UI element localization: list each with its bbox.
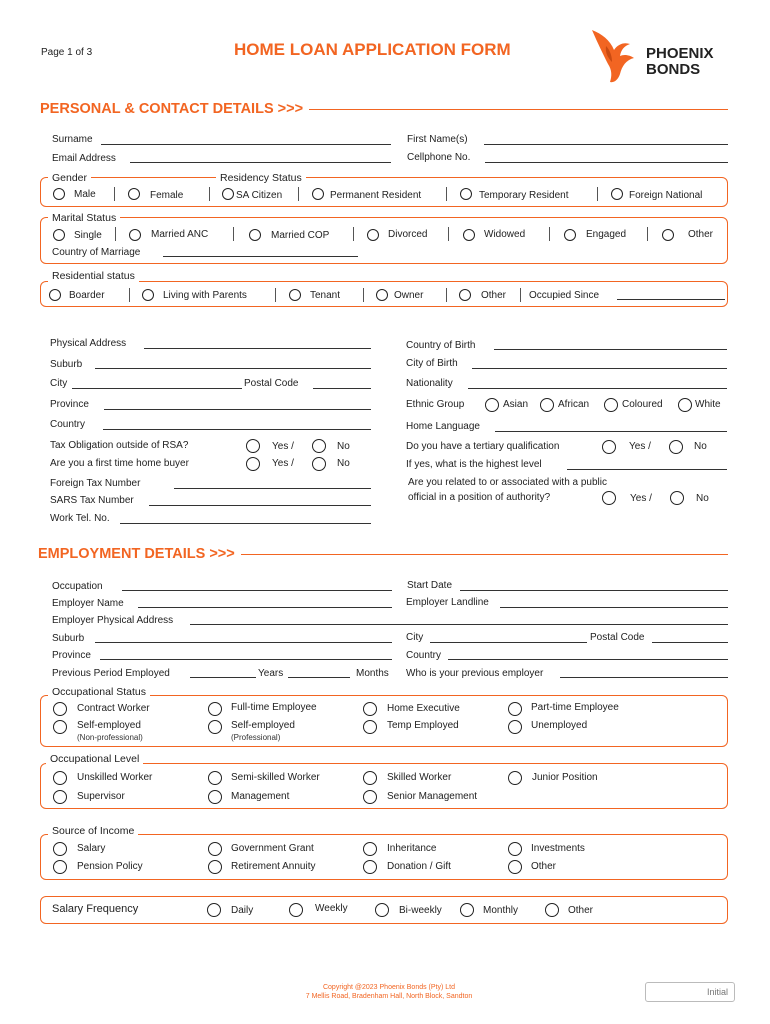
employer-landline-label: Employer Landline — [406, 597, 489, 608]
tax-yes-radio[interactable] — [246, 439, 260, 453]
home-language-field[interactable] — [495, 431, 727, 432]
marital-cop-label: Married COP — [271, 230, 330, 241]
tax-obligation-label: Tax Obligation outside of RSA? — [50, 440, 189, 451]
page-indicator: Page 1 of 3 — [41, 47, 93, 58]
suburb-label: Suburb — [50, 359, 83, 370]
freq-weekly-radio[interactable] — [289, 903, 303, 917]
emp-suburb-label: Suburb — [52, 633, 85, 644]
residency-permanent-label: Permanent Resident — [330, 190, 422, 201]
tax-yes-label: Yes / — [272, 441, 294, 452]
marital-other-label: Other — [688, 229, 714, 240]
divider — [549, 227, 550, 241]
occ-home-exec-label: Home Executive — [387, 703, 460, 714]
country-label: Country — [50, 419, 86, 430]
income-investments-label: Investments — [531, 843, 585, 854]
marital-anc-radio[interactable] — [129, 229, 141, 241]
level-semiskilled-radio[interactable] — [208, 771, 222, 785]
residential-owner-label: Owner — [394, 290, 424, 301]
sars-tax-field[interactable] — [149, 505, 371, 506]
income-pension-radio[interactable] — [53, 860, 67, 874]
home-language-label: Home Language — [406, 421, 480, 432]
emp-city-field[interactable] — [430, 642, 587, 643]
section-title-personal: PERSONAL & CONTACT DETAILS >>> — [40, 101, 309, 117]
level-junior-label: Junior Position — [532, 772, 598, 783]
ethnic-group-label: Ethnic Group — [406, 399, 465, 410]
occ-fulltime-radio[interactable] — [208, 702, 222, 716]
freq-daily-label: Daily — [231, 905, 254, 916]
tertiary-label: Do you have a tertiary qualification — [406, 441, 560, 452]
residential-other-label: Other — [481, 290, 507, 301]
divider — [520, 288, 521, 302]
income-other-radio[interactable] — [508, 860, 522, 874]
footer-copyright: Copyright @2023 Phoenix Bonds (Pty) Ltd — [322, 984, 455, 991]
official-yes-label: Yes / — [630, 493, 652, 504]
city-of-birth-field[interactable] — [472, 368, 727, 369]
cellphone-field[interactable] — [485, 162, 728, 163]
tax-no-label: No — [337, 441, 350, 452]
occ-self-pro-radio[interactable] — [208, 720, 222, 734]
employer-name-label: Employer Name — [52, 598, 124, 609]
occ-unemployed-label: Unemployed — [531, 720, 588, 731]
tertiary-no-radio[interactable] — [669, 440, 683, 454]
marital-divorced-radio[interactable] — [367, 229, 379, 241]
ethnic-asian-label: Asian — [503, 399, 529, 410]
occ-level-title: Occupational Level — [46, 753, 143, 765]
emp-country-label: Country — [406, 650, 442, 661]
highest-level-label: If yes, what is the highest level — [406, 459, 542, 470]
tertiary-yes-label: Yes / — [629, 441, 651, 452]
income-pension-label: Pension Policy — [77, 861, 143, 872]
divider — [446, 288, 447, 302]
residency-permanent-radio[interactable] — [312, 188, 324, 200]
nationality-field[interactable] — [468, 388, 727, 389]
income-salary-radio[interactable] — [53, 842, 67, 856]
physical-address-field[interactable] — [144, 348, 371, 349]
ethnic-african-radio[interactable] — [540, 398, 554, 412]
freq-daily-radio[interactable] — [207, 903, 221, 917]
level-supervisor-label: Supervisor — [77, 791, 125, 802]
income-investments-radio[interactable] — [508, 842, 522, 856]
work-tel-label: Work Tel. No. — [50, 513, 110, 524]
first-time-buyer-label: Are you a first time home buyer — [50, 458, 189, 469]
divider — [647, 227, 648, 241]
divider — [353, 227, 354, 241]
income-donation-label: Donation / Gift — [387, 861, 451, 872]
city-label: City — [50, 378, 68, 389]
income-inheritance-radio[interactable] — [363, 842, 377, 856]
email-label: Email Address — [52, 153, 116, 164]
freq-monthly-label: Monthly — [483, 905, 519, 916]
occ-contract-radio[interactable] — [53, 702, 67, 716]
country-of-marriage-label: Country of Marriage — [52, 247, 141, 258]
footer-address: 7 Mellis Road, Bradenham Hall, North Block, Sandton — [305, 993, 473, 1000]
phoenix-bird-icon — [588, 26, 648, 84]
email-field[interactable] — [130, 162, 391, 163]
first-names-label: First Name(s) — [407, 134, 468, 145]
occ-temp-radio[interactable] — [363, 720, 377, 734]
start-date-label: Start Date — [407, 580, 453, 591]
country-field[interactable] — [103, 429, 371, 430]
residential-owner-radio[interactable] — [376, 289, 388, 301]
buyer-no-label: No — [337, 458, 350, 469]
marital-engaged-radio[interactable] — [564, 229, 576, 241]
level-semiskilled-label: Semi-skilled Worker — [231, 772, 320, 783]
ethnic-white-label: White — [695, 399, 721, 410]
level-unskilled-radio[interactable] — [53, 771, 67, 785]
income-box — [40, 834, 728, 880]
income-other-label: Other — [531, 861, 557, 872]
level-skilled-radio[interactable] — [363, 771, 377, 785]
employer-name-field[interactable] — [138, 607, 392, 608]
freq-biweekly-radio[interactable] — [375, 903, 389, 917]
marital-widowed-label: Widowed — [484, 229, 526, 240]
occupied-since-label: Occupied Since — [529, 290, 600, 301]
first-names-field[interactable] — [484, 144, 728, 145]
employer-address-label: Employer Physical Address — [52, 615, 174, 626]
employer-landline-field[interactable] — [500, 607, 728, 608]
divider — [115, 227, 116, 241]
occ-self-pro-sub: (Professional) — [231, 733, 281, 742]
residency-foreign-radio[interactable] — [611, 188, 623, 200]
divider — [233, 227, 234, 241]
years-field[interactable] — [190, 677, 256, 678]
income-donation-radio[interactable] — [363, 860, 377, 874]
income-annuity-radio[interactable] — [208, 860, 222, 874]
occ-unemployed-radio[interactable] — [508, 720, 522, 734]
gender-title: Gender — [48, 172, 91, 184]
official-no-label: No — [696, 493, 709, 504]
residency-temporary-radio[interactable] — [460, 188, 472, 200]
initial-input[interactable] — [645, 982, 735, 1002]
buyer-no-radio[interactable] — [312, 457, 326, 471]
divider — [298, 187, 299, 201]
freq-other-label: Other — [568, 905, 594, 916]
suburb-field[interactable] — [95, 368, 371, 369]
freq-biweekly-label: Bi-weekly — [399, 905, 442, 916]
income-grant-radio[interactable] — [208, 842, 222, 856]
public-official-label-2: official in a position of authority? — [408, 492, 551, 503]
occ-home-exec-radio[interactable] — [363, 702, 377, 716]
start-date-field[interactable] — [460, 590, 728, 591]
gender-female-radio[interactable] — [128, 188, 140, 200]
income-annuity-label: Retirement Annuity — [231, 861, 316, 872]
divider — [448, 227, 449, 241]
residency-temporary-label: Temporary Resident — [479, 190, 569, 201]
province-field[interactable] — [104, 409, 371, 410]
freq-weekly-label: Weekly — [315, 903, 348, 914]
ethnic-african-label: African — [558, 399, 590, 410]
residential-parents-label: Living with Parents — [163, 290, 247, 301]
residency-title: Residency Status — [216, 172, 306, 184]
emp-postal-code-field[interactable] — [652, 642, 728, 643]
residential-boarder-radio[interactable] — [49, 289, 61, 301]
marital-cop-radio[interactable] — [249, 229, 261, 241]
marital-box — [40, 217, 728, 264]
marital-single-radio[interactable] — [53, 229, 65, 241]
divider — [209, 187, 210, 201]
freq-other-radio[interactable] — [545, 903, 559, 917]
freq-monthly-radio[interactable] — [460, 903, 474, 917]
residential-title: Residential status — [48, 270, 139, 282]
residency-foreign-label: Foreign National — [629, 190, 703, 201]
level-management-radio[interactable] — [208, 790, 222, 804]
residential-tenant-label: Tenant — [310, 290, 341, 301]
occupied-since-field[interactable] — [617, 299, 725, 300]
form-title: HOME LOAN APPLICATION FORM — [234, 40, 511, 59]
physical-address-label: Physical Address — [50, 338, 127, 349]
marital-title: Marital Status — [48, 212, 120, 224]
previous-employer-field[interactable] — [560, 677, 728, 678]
employer-address-field[interactable] — [190, 624, 728, 625]
occ-fulltime-label: Full-time Employee — [231, 702, 317, 713]
emp-city-label: City — [406, 632, 424, 643]
city-of-birth-label: City of Birth — [406, 358, 458, 369]
marital-anc-label: Married ANC — [151, 229, 209, 240]
months-label: Months — [356, 668, 389, 679]
income-title: Source of Income — [48, 825, 138, 837]
occ-temp-label: Temp Employed — [387, 720, 459, 731]
previous-period-label: Previous Period Employed — [52, 668, 170, 679]
official-no-radio[interactable] — [670, 491, 684, 505]
tax-no-radio[interactable] — [312, 439, 326, 453]
logo-text-line1: PHOENIX — [646, 45, 714, 62]
residential-other-radio[interactable] — [459, 289, 471, 301]
divider — [114, 187, 115, 201]
marital-other-radio[interactable] — [662, 229, 674, 241]
emp-province-label: Province — [52, 650, 91, 661]
city-field[interactable] — [72, 388, 242, 389]
marital-widowed-radio[interactable] — [463, 229, 475, 241]
foreign-tax-field[interactable] — [174, 488, 371, 489]
sars-tax-label: SARS Tax Number — [50, 495, 134, 506]
marital-single-label: Single — [74, 230, 102, 241]
surname-label: Surname — [52, 134, 93, 145]
occ-parttime-radio[interactable] — [508, 702, 522, 716]
section-title-employment: EMPLOYMENT DETAILS >>> — [38, 546, 241, 562]
gender-female-label: Female — [150, 190, 184, 201]
public-official-label-1: Are you related to or associated with a public — [408, 477, 607, 488]
residency-sa-citizen-label: SA Citizen — [236, 190, 283, 201]
months-field[interactable] — [288, 677, 350, 678]
tertiary-no-label: No — [694, 441, 707, 452]
occ-contract-label: Contract Worker — [77, 703, 150, 714]
tertiary-yes-radio[interactable] — [602, 440, 616, 454]
postal-code-field[interactable] — [313, 388, 371, 389]
residential-parents-radio[interactable] — [142, 289, 154, 301]
ethnic-coloured-label: Coloured — [622, 399, 663, 410]
residential-boarder-label: Boarder — [69, 290, 105, 301]
occ-self-nonpro-radio[interactable] — [53, 720, 67, 734]
income-salary-label: Salary — [77, 843, 106, 854]
residency-sa-citizen-radio[interactable] — [222, 188, 234, 200]
level-skilled-label: Skilled Worker — [387, 772, 452, 783]
occ-parttime-label: Part-time Employee — [531, 702, 619, 713]
nationality-label: Nationality — [406, 378, 453, 389]
occupation-label: Occupation — [52, 581, 103, 592]
income-grant-label: Government Grant — [231, 843, 314, 854]
marital-engaged-label: Engaged — [586, 229, 627, 240]
buyer-yes-radio[interactable] — [246, 457, 260, 471]
emp-province-field[interactable] — [100, 659, 392, 660]
occ-status-title: Occupational Status — [48, 686, 150, 698]
level-management-label: Management — [231, 791, 290, 802]
logo-text-line2: BONDS — [646, 61, 701, 78]
level-junior-radio[interactable] — [508, 771, 522, 785]
marital-divorced-label: Divorced — [388, 229, 428, 240]
occupation-field[interactable] — [122, 590, 392, 591]
divider — [597, 187, 598, 201]
level-unskilled-label: Unskilled Worker — [77, 772, 153, 783]
buyer-yes-label: Yes / — [272, 458, 294, 469]
ethnic-asian-radio[interactable] — [485, 398, 499, 412]
divider — [129, 288, 130, 302]
occ-self-nonpro-label: Self-employed — [77, 720, 141, 731]
work-tel-field[interactable] — [120, 523, 371, 524]
level-senior-radio[interactable] — [363, 790, 377, 804]
ethnic-white-radio[interactable] — [678, 398, 692, 412]
previous-employer-label: Who is your previous employer — [406, 668, 544, 679]
gender-male-label: Male — [74, 189, 96, 200]
country-of-birth-field[interactable] — [494, 349, 727, 350]
gender-male-radio[interactable] — [53, 188, 65, 200]
emp-country-field[interactable] — [448, 659, 728, 660]
divider — [363, 288, 364, 302]
cellphone-label: Cellphone No. — [407, 152, 471, 163]
highest-level-field[interactable] — [567, 469, 727, 470]
country-of-birth-label: Country of Birth — [406, 340, 476, 351]
divider — [275, 288, 276, 302]
phoenix-logo — [588, 26, 728, 86]
level-supervisor-radio[interactable] — [53, 790, 67, 804]
emp-suburb-field[interactable] — [95, 642, 392, 643]
occ-self-pro-label: Self-employed — [231, 720, 295, 731]
ethnic-coloured-radio[interactable] — [604, 398, 618, 412]
foreign-tax-label: Foreign Tax Number — [50, 478, 141, 489]
country-of-marriage-field[interactable] — [163, 256, 358, 257]
surname-field[interactable] — [101, 144, 391, 145]
level-senior-label: Senior Management — [387, 791, 478, 802]
income-inheritance-label: Inheritance — [387, 843, 437, 854]
years-label: Years — [258, 668, 284, 679]
emp-postal-code-label: Postal Code — [590, 632, 645, 643]
occ-level-box — [40, 763, 728, 809]
occ-self-nonpro-sub: (Non-professional) — [77, 733, 143, 742]
province-label: Province — [50, 399, 89, 410]
divider — [446, 187, 447, 201]
postal-code-label: Postal Code — [244, 378, 299, 389]
official-yes-radio[interactable] — [602, 491, 616, 505]
residential-tenant-radio[interactable] — [289, 289, 301, 301]
salary-freq-title: Salary Frequency — [52, 903, 139, 915]
